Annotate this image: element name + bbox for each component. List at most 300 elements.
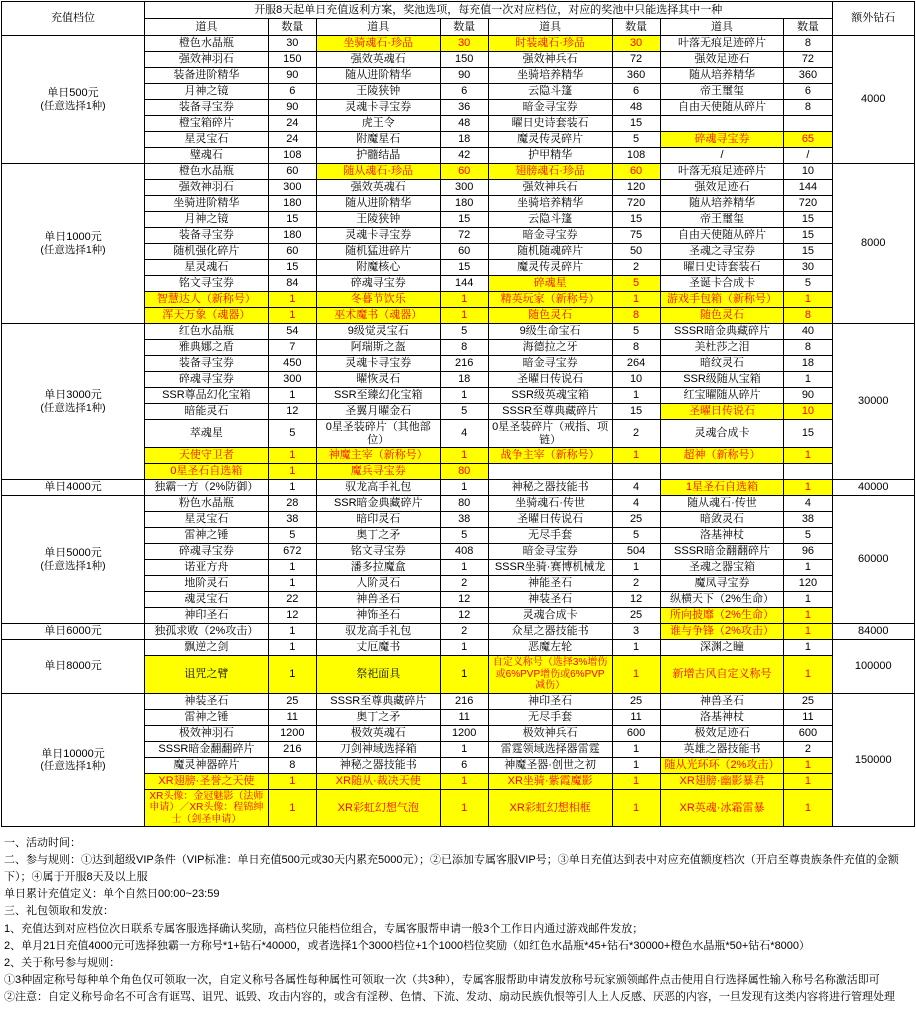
- item-name: 0星圣装碎片（戒指、项链）: [488, 420, 612, 448]
- item-qty: 216: [440, 356, 488, 372]
- note-line: ②注意：自定义称号命名不可含有诓骂、诅咒、诋毁、攻击内容的，或含有淫秽、色情、下流、发动、扇动民族仇恨等引人上人反感、厌恶的内容，一旦发现有这类内容将进行管理处理: [4, 990, 895, 1003]
- item-qty: 6: [440, 757, 488, 773]
- item-qty: 144: [440, 276, 488, 292]
- item-qty: 5: [612, 276, 660, 292]
- item-qty: 22: [268, 592, 316, 608]
- item-name: 坐骑培养精华: [488, 68, 612, 84]
- item-qty: 1: [612, 560, 660, 576]
- item-name: 灵魂卡寻宝券: [316, 228, 440, 244]
- item-name: 萃魂星: [145, 420, 269, 448]
- item-qty: 8: [612, 340, 660, 356]
- item-qty: 15: [612, 116, 660, 132]
- item-name: 神装圣石: [488, 592, 612, 608]
- item-qty: 18: [784, 356, 832, 372]
- item-qty: 15: [440, 212, 488, 228]
- item-name: 神兽圣石: [660, 693, 784, 709]
- item-name: 新增古风自定义称号: [660, 656, 784, 694]
- item-qty: 1: [268, 656, 316, 694]
- item-name: 飘逆之剑: [145, 640, 269, 656]
- header-qty: 数量: [784, 19, 832, 36]
- item-name: 附魔星石: [316, 132, 440, 148]
- item-qty: 80: [440, 496, 488, 512]
- item-name: 极效足迹石: [660, 725, 784, 741]
- item-qty: 30: [268, 36, 316, 52]
- item-name: 诅咒之臂: [145, 656, 269, 694]
- item-qty: 1: [268, 480, 316, 496]
- item-name: 极效神兵石: [488, 725, 612, 741]
- item-qty: [784, 464, 832, 480]
- item-qty: 720: [784, 196, 832, 212]
- item-qty: 25: [268, 693, 316, 709]
- item-qty: 12: [440, 608, 488, 624]
- item-qty: 8: [784, 100, 832, 116]
- table-row: [2, 624, 915, 640]
- item-qty: 2: [612, 420, 660, 448]
- item-name: 圣诞卡合成卡: [660, 276, 784, 292]
- item-name: 随机猛进碎片: [316, 244, 440, 260]
- item-qty: 6: [784, 84, 832, 100]
- item-qty: 5: [612, 528, 660, 544]
- tier-label: 单日3000元 (任意选择1种): [2, 324, 145, 480]
- item-name: 云隐斗篷: [488, 212, 612, 228]
- item-qty: 1: [440, 308, 488, 324]
- item-name: SSR至臻幻化宝箱: [316, 388, 440, 404]
- notes-section: [4, 835, 912, 1005]
- item-name: 0星圣装碎片（其他部位）: [316, 420, 440, 448]
- item-name: 红宝曜随从碎片: [660, 388, 784, 404]
- item-qty: 1: [440, 292, 488, 308]
- item-qty: 5: [612, 324, 660, 340]
- header-item: 道具: [660, 19, 784, 36]
- item-qty: 1: [440, 656, 488, 694]
- item-qty: 15: [784, 420, 832, 448]
- item-name: 随机强化碎片: [145, 244, 269, 260]
- note-line: 2、单月21日充值4000元可选择独霸一方称号*1+钻石*40000，或者选择1个3000档位+1个1000档位奖励（如红色水晶瓶*45+钻石*30000+橙色水晶瓶*50+钻石*8000）: [4, 939, 811, 952]
- item-name: 王陵狭钟: [316, 212, 440, 228]
- item-qty: 1: [784, 560, 832, 576]
- item-qty: 1: [612, 789, 660, 827]
- item-name: SSSR暗金典藏碎片: [660, 324, 784, 340]
- item-name: 恶魔左轮: [488, 640, 612, 656]
- item-name: 装备寻宝券: [145, 100, 269, 116]
- item-name: 美杜莎之泪: [660, 340, 784, 356]
- item-qty: 8: [784, 308, 832, 324]
- item-name: 1星圣石自选箱: [660, 480, 784, 496]
- item-qty: 84: [268, 276, 316, 292]
- header-item: 道具: [145, 19, 269, 36]
- tier-label: 单日5000元 (任意选择1种): [2, 496, 145, 624]
- item-name: 随从进阶精华: [316, 196, 440, 212]
- item-qty: 2: [612, 260, 660, 276]
- item-name: 冬暮节饮乐: [316, 292, 440, 308]
- item-qty: 25: [612, 608, 660, 624]
- item-qty: 1: [268, 624, 316, 640]
- item-name: 灵魂卡寻宝券: [316, 356, 440, 372]
- note-line: 2、关于称号参与规则：: [4, 956, 121, 969]
- item-qty: 42: [440, 148, 488, 164]
- item-name: 粉色水晶瓶: [145, 496, 269, 512]
- item-qty: 25: [612, 693, 660, 709]
- table-row: [2, 496, 915, 512]
- item-name: 独霸一方（2%防御）: [145, 480, 269, 496]
- item-name: 魔灵传灵碎片: [488, 132, 612, 148]
- item-qty: 1: [268, 292, 316, 308]
- item-qty: 60: [612, 164, 660, 180]
- item-name: 天使守卫者: [145, 448, 269, 464]
- item-name: 神印圣石: [488, 693, 612, 709]
- note-line: 1、充值达到对应档位次日联系专属客服选择确认奖励，高档位只能档位组合，专属客服帮申请一般3个工作日内通过游戏邮件发放；: [4, 922, 644, 935]
- item-name: 无尽手套: [488, 528, 612, 544]
- item-name: 强效足迹石: [660, 180, 784, 196]
- spreadsheet: [0, 1, 916, 1006]
- item-name: 灵魂合成卡: [488, 608, 612, 624]
- item-qty: 6: [268, 84, 316, 100]
- item-name: 人阶灵石: [316, 576, 440, 592]
- item-qty: 264: [612, 356, 660, 372]
- item-qty: 15: [268, 212, 316, 228]
- item-name: 坐骑进阶精华: [145, 196, 269, 212]
- item-name: 随从培养精华: [660, 68, 784, 84]
- tier-label: 单日1000元 (任意选择1种): [2, 164, 145, 324]
- item-qty: 28: [268, 496, 316, 512]
- header-tier: 充值档位: [2, 2, 145, 36]
- item-name: 护甲精华: [488, 148, 612, 164]
- item-qty: 4: [440, 420, 488, 448]
- item-name: 王陵狭钟: [316, 84, 440, 100]
- tier-label: 单日4000元: [2, 480, 145, 496]
- item-name: 强效英魂石: [316, 52, 440, 68]
- item-name: 护髓结晶: [316, 148, 440, 164]
- tier-label: 单日500元 (任意选择1种): [2, 36, 145, 164]
- item-qty: 1: [268, 789, 316, 827]
- header-qty: 数量: [612, 19, 660, 36]
- item-name: 魔灵神器碎片: [145, 757, 269, 773]
- item-qty: 1: [440, 773, 488, 789]
- item-qty: 90: [784, 388, 832, 404]
- item-name: 曜日史诗套装石: [488, 116, 612, 132]
- item-qty: 11: [612, 709, 660, 725]
- item-name: 璧魂石: [145, 148, 269, 164]
- item-qty: 5: [612, 132, 660, 148]
- item-name: 丈厄魔书: [316, 640, 440, 656]
- item-name: 圣魂之器宝箱: [660, 560, 784, 576]
- item-name: 暗金寻宝券: [488, 356, 612, 372]
- item-name: 云隐斗篷: [488, 84, 612, 100]
- item-name: 碎魂寻宝券: [145, 372, 269, 388]
- table-row: [2, 324, 915, 340]
- item-qty: 1: [784, 757, 832, 773]
- item-qty: 450: [268, 356, 316, 372]
- item-qty: 80: [440, 464, 488, 480]
- item-qty: [784, 116, 832, 132]
- item-qty: 15: [612, 404, 660, 420]
- item-qty: 1: [612, 448, 660, 464]
- item-qty: [612, 464, 660, 480]
- item-name: 碎魂寻宝券: [145, 544, 269, 560]
- item-qty: 300: [268, 180, 316, 196]
- item-qty: 15: [612, 212, 660, 228]
- item-name: 9级生命宝石: [488, 324, 612, 340]
- item-qty: 108: [612, 148, 660, 164]
- item-qty: 11: [268, 709, 316, 725]
- item-name: 地阶灵石: [145, 576, 269, 592]
- item-qty: 1: [268, 448, 316, 464]
- table-row: [2, 693, 915, 709]
- item-name: 神饰圣石: [316, 608, 440, 624]
- item-name: 坐骑魂石·珍品: [316, 36, 440, 52]
- item-qty: 1: [268, 640, 316, 656]
- item-name: 谁与争锋（2%攻击）: [660, 624, 784, 640]
- item-qty: 60: [268, 244, 316, 260]
- item-qty: 180: [440, 196, 488, 212]
- item-name: 雅典娜之盾: [145, 340, 269, 356]
- item-qty: 38: [440, 512, 488, 528]
- item-name: [660, 116, 784, 132]
- item-name: 强效神羽石: [145, 180, 269, 196]
- item-name: 强效神兵石: [488, 52, 612, 68]
- item-name: 无尽手套: [488, 709, 612, 725]
- item-name: 暗纹灵石: [660, 356, 784, 372]
- item-name: 强效足迹石: [660, 52, 784, 68]
- item-qty: 2: [612, 576, 660, 592]
- item-qty: 65: [784, 132, 832, 148]
- header-extra-diamond: 额外钻石: [832, 2, 915, 36]
- item-qty: 1: [268, 388, 316, 404]
- item-name: XR翅膀·幽影暴君: [660, 773, 784, 789]
- item-name: 星灵魂石: [145, 260, 269, 276]
- item-qty: 2: [784, 741, 832, 757]
- item-name: 曜恢灵石: [316, 372, 440, 388]
- item-name: 纵横天下（2%生命）: [660, 592, 784, 608]
- tier-extra-diamond: 4000: [832, 36, 915, 164]
- item-qty: 36: [440, 100, 488, 116]
- item-qty: 60: [440, 244, 488, 260]
- header-banner: 开服8天起单日充值返利方案，奖池选项，每充值一次对应档位，对应的奖池中只能选择其中一种: [145, 2, 833, 19]
- item-qty: 1200: [268, 725, 316, 741]
- item-qty: 1: [268, 773, 316, 789]
- note-line: 二、参与规则：①达到超级VIP条件（VIP标准：单日充值500元或30天内累充5000元）；②已添加专属客服VIP号；③单日充值达到表中对应充值额度档次（开启至尊贵族条件充值的金额下）；④属于开服8天及以上服: [4, 854, 899, 884]
- item-qty: 2: [440, 624, 488, 640]
- item-qty: 12: [268, 608, 316, 624]
- item-name: 月神之镜: [145, 212, 269, 228]
- item-name: 强效神兵石: [488, 180, 612, 196]
- item-qty: 12: [612, 592, 660, 608]
- header-item: 道具: [488, 19, 612, 36]
- item-qty: 1: [440, 741, 488, 757]
- item-name: [488, 464, 612, 480]
- item-qty: 8: [784, 340, 832, 356]
- item-name: 虎王令: [316, 116, 440, 132]
- item-qty: 1: [268, 560, 316, 576]
- table-header-row: [2, 2, 915, 19]
- item-qty: 1: [440, 448, 488, 464]
- item-name: SSSR暗金翻翻碎片: [145, 741, 269, 757]
- item-qty: 1: [784, 789, 832, 827]
- item-qty: 1: [612, 640, 660, 656]
- item-qty: 4: [784, 496, 832, 512]
- item-qty: 1: [784, 624, 832, 640]
- item-name: 星灵宝石: [145, 132, 269, 148]
- item-qty: 1: [784, 372, 832, 388]
- item-name: 奥丁之矛: [316, 528, 440, 544]
- tier-label: 单日10000元 (任意选择1种): [2, 693, 145, 827]
- item-qty: 120: [784, 576, 832, 592]
- rebate-table: [1, 1, 915, 827]
- tier-label: 单日8000元: [2, 640, 145, 694]
- item-name: 随从魂石·传世: [660, 496, 784, 512]
- item-name: 铭文寻宝券: [316, 544, 440, 560]
- item-name: 圣曜日传说石: [488, 512, 612, 528]
- item-name: SSSR坐骑·赛博机械龙: [488, 560, 612, 576]
- item-name: 魔兵寻宝券: [316, 464, 440, 480]
- item-name: XR随从·裁决天使: [316, 773, 440, 789]
- item-qty: 1: [612, 656, 660, 694]
- item-name: /: [660, 148, 784, 164]
- item-qty: 30: [612, 36, 660, 52]
- item-name: 英雄之器技能书: [660, 741, 784, 757]
- item-name: 自定义称号（选择3%增伤或6%PVP增伤或6%PVP减伤）: [488, 656, 612, 694]
- item-name: 红色水晶瓶: [145, 324, 269, 340]
- tier-extra-diamond: 100000: [832, 640, 915, 694]
- item-qty: 72: [440, 228, 488, 244]
- item-qty: 12: [440, 592, 488, 608]
- item-qty: 8: [440, 340, 488, 356]
- item-name: 海德拉之牙: [488, 340, 612, 356]
- item-name: 刀剑神域选择箱: [316, 741, 440, 757]
- item-name: SSSR至尊典藏碎片: [488, 404, 612, 420]
- item-name: 橙色水晶瓶: [145, 36, 269, 52]
- item-qty: 90: [268, 100, 316, 116]
- item-qty: 3: [612, 624, 660, 640]
- note-line: 单日累计充值定义：单个自然日00:00~23:59: [4, 888, 220, 901]
- item-name: 随从培养精华: [660, 196, 784, 212]
- item-name: 随从光环环（2%攻击）: [660, 757, 784, 773]
- item-qty: 300: [268, 372, 316, 388]
- item-name: 橙色水晶瓶: [145, 164, 269, 180]
- item-name: XR彩虹幻想相框: [488, 789, 612, 827]
- item-name: 翅膀魂石·珍品: [488, 164, 612, 180]
- item-name: 随机随魂碎片: [488, 244, 612, 260]
- item-qty: 72: [784, 52, 832, 68]
- item-name: 坐骑魂石·传世: [488, 496, 612, 512]
- tier-extra-diamond: 60000: [832, 496, 915, 624]
- item-qty: 408: [440, 544, 488, 560]
- item-name: 精英玩家（新称号）: [488, 292, 612, 308]
- item-qty: 1: [268, 464, 316, 480]
- header-item: 道具: [316, 19, 440, 36]
- item-qty: 5: [440, 324, 488, 340]
- table-row: [2, 36, 915, 52]
- item-qty: 40: [784, 324, 832, 340]
- item-qty: 150: [440, 52, 488, 68]
- item-name: XR彩虹幻想气泡: [316, 789, 440, 827]
- item-qty: 8: [612, 308, 660, 324]
- item-name: 众星之器技能书: [488, 624, 612, 640]
- item-name: XR头像：金冠魅影（法师申请）／XR头像：程锦绅士（剑圣申请）: [145, 789, 269, 827]
- item-qty: 600: [612, 725, 660, 741]
- item-qty: 1: [784, 773, 832, 789]
- item-qty: 1: [784, 592, 832, 608]
- item-qty: 15: [268, 260, 316, 276]
- item-qty: 30: [440, 36, 488, 52]
- item-name: SSR级英魂宝箱: [488, 388, 612, 404]
- item-name: 魂灵宝石: [145, 592, 269, 608]
- item-qty: 1: [440, 480, 488, 496]
- item-name: 时装魂石·珍品: [488, 36, 612, 52]
- tier-extra-diamond: 150000: [832, 693, 915, 827]
- item-qty: 30: [784, 260, 832, 276]
- item-qty: 96: [784, 544, 832, 560]
- tier-extra-diamond: 30000: [832, 324, 915, 480]
- item-name: 潘多拉魔盒: [316, 560, 440, 576]
- item-qty: 6: [612, 84, 660, 100]
- item-name: 奥丁之矛: [316, 709, 440, 725]
- note-line: ①3种固定称号每种单个角色仅可领取一次，自定义称号各属性每种属性可领取一次（共3种），专属客服帮助申请发放称号玩家颁领邮件点击使用自行选择属性输入称号名称激活即可: [4, 973, 880, 986]
- item-name: 碎魂寻宝券: [316, 276, 440, 292]
- item-name: 神秘之器技能书: [488, 480, 612, 496]
- item-qty: 1: [440, 640, 488, 656]
- item-qty: 60: [268, 164, 316, 180]
- item-name: 驭龙高手礼包: [316, 480, 440, 496]
- item-qty: 504: [612, 544, 660, 560]
- item-qty: 5: [268, 420, 316, 448]
- item-qty: 10: [784, 404, 832, 420]
- item-qty: 7: [268, 340, 316, 356]
- item-name: 战争主宰（新称号）: [488, 448, 612, 464]
- item-qty: 1: [784, 292, 832, 308]
- item-qty: 18: [440, 372, 488, 388]
- item-name: 圣曜日传说石: [488, 372, 612, 388]
- item-name: 装备进阶精华: [145, 68, 269, 84]
- item-name: 所向披靡（2%生命）: [660, 608, 784, 624]
- item-qty: 15: [440, 260, 488, 276]
- item-qty: 10: [784, 164, 832, 180]
- table-row: [2, 640, 915, 656]
- item-name: 祭祀面具: [316, 656, 440, 694]
- item-name: 神魔圣器·创世之初: [488, 757, 612, 773]
- item-name: 超神（新称号）: [660, 448, 784, 464]
- item-name: 驭龙高手礼包: [316, 624, 440, 640]
- item-qty: 15: [784, 212, 832, 228]
- item-name: 坐骑培养精华: [488, 196, 612, 212]
- item-qty: 1: [784, 448, 832, 464]
- item-qty: 1: [784, 608, 832, 624]
- item-qty: 360: [612, 68, 660, 84]
- item-name: SSSR至尊典藏碎片: [316, 693, 440, 709]
- item-name: 曜日史诗套装石: [660, 260, 784, 276]
- item-qty: 5: [784, 276, 832, 292]
- item-qty: 1: [612, 757, 660, 773]
- item-qty: 1: [784, 656, 832, 694]
- item-name: 魔灵传灵碎片: [488, 260, 612, 276]
- item-name: 随从魂石·珍品: [316, 164, 440, 180]
- item-name: 浑天万象（魂器）: [145, 308, 269, 324]
- item-qty: 18: [440, 132, 488, 148]
- item-qty: 48: [612, 100, 660, 116]
- item-qty: 1: [784, 640, 832, 656]
- item-name: 装备寻宝券: [145, 356, 269, 372]
- item-name: 灵魂卡寻宝券: [316, 100, 440, 116]
- item-qty: 4: [612, 496, 660, 512]
- item-qty: 75: [612, 228, 660, 244]
- tier-extra-diamond: 40000: [832, 480, 915, 496]
- item-name: SSR尊品幻化宝箱: [145, 388, 269, 404]
- item-name: 橙宝箱碎片: [145, 116, 269, 132]
- item-qty: 5: [784, 528, 832, 544]
- item-name: 随色灵石: [488, 308, 612, 324]
- item-qty: 1: [268, 576, 316, 592]
- item-name: XR坐骑·紫霞魔影: [488, 773, 612, 789]
